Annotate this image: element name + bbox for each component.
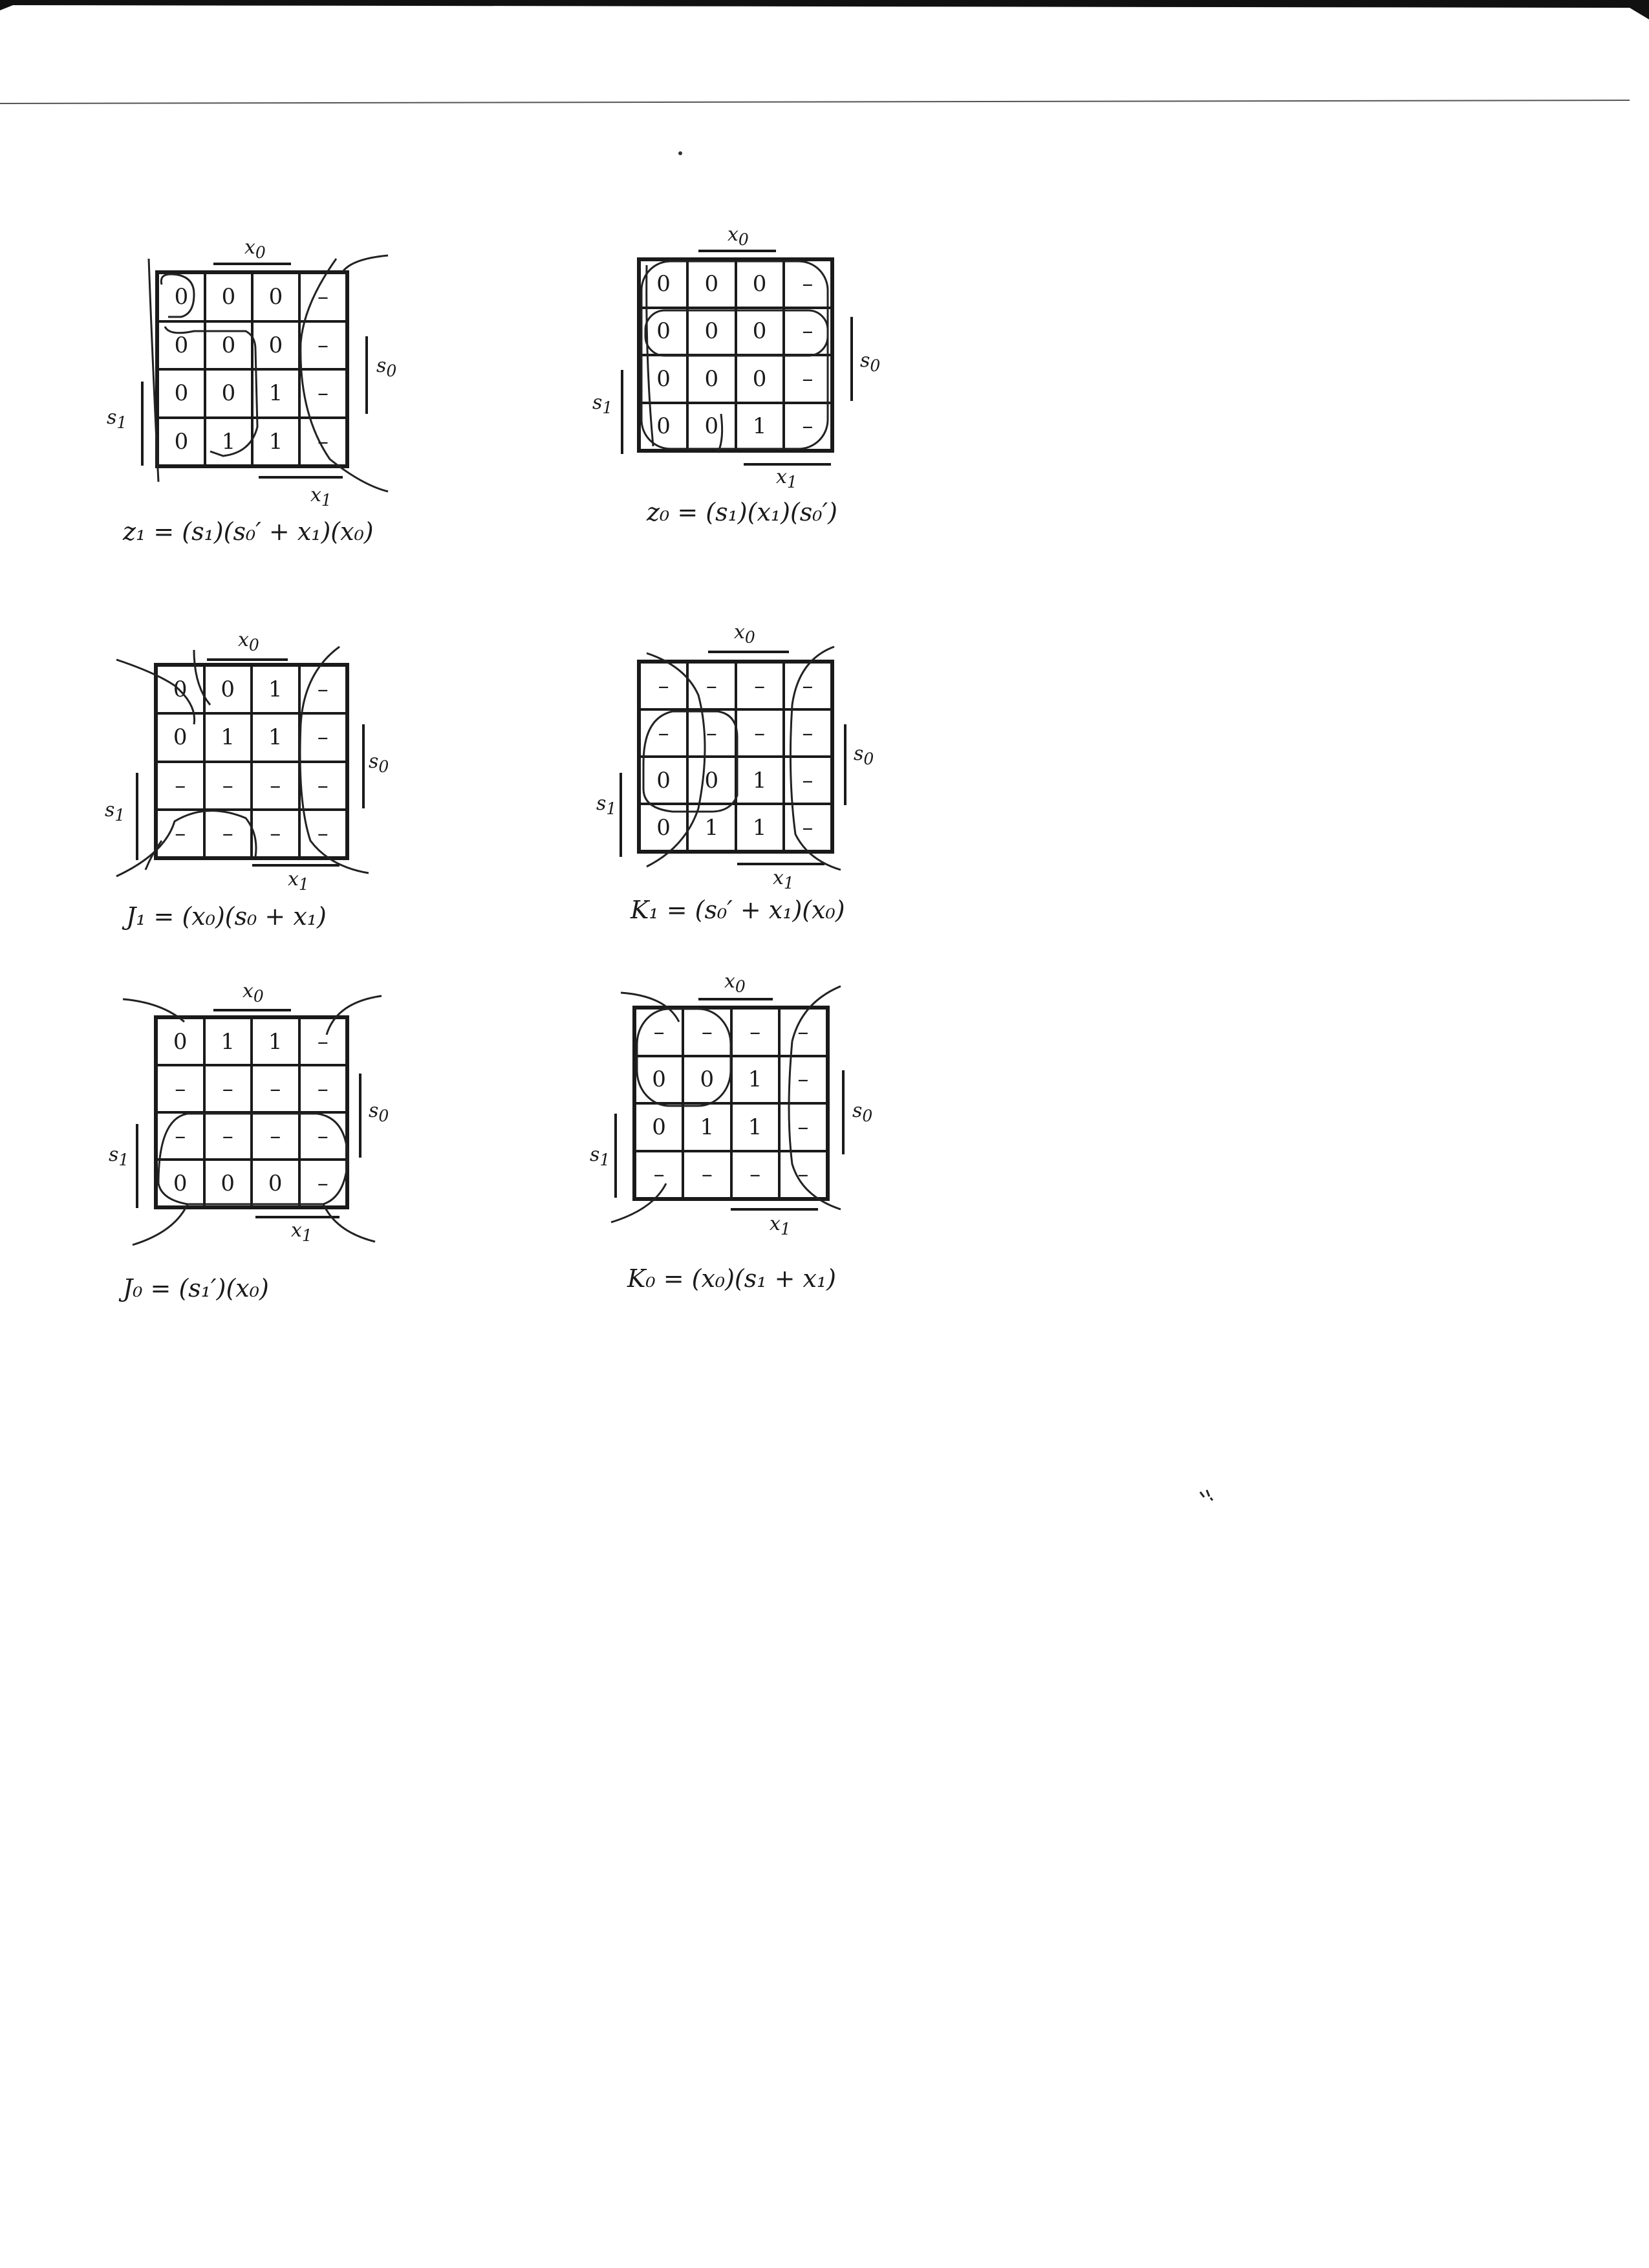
kmap-cell: –	[784, 662, 832, 709]
kmap-cell: –	[252, 1065, 299, 1112]
s0-label: $s_0$	[854, 742, 874, 768]
kmap-cell: 0	[683, 1056, 731, 1104]
kmap-cell: 1	[736, 403, 784, 451]
kmap-cell: –	[731, 1151, 779, 1199]
s0-label: $s_0$	[376, 354, 397, 380]
kmap-cell: 0	[640, 403, 687, 451]
s1-label: $s_1$	[107, 406, 127, 432]
x1-label: $x_1$	[776, 466, 797, 491]
kmap-cell: –	[779, 1103, 827, 1151]
x1-label: $x_1$	[291, 1219, 312, 1245]
stray-mark	[678, 151, 682, 155]
kmap-cell: –	[784, 804, 832, 851]
x0-bar	[213, 1009, 291, 1011]
kmap-cell: –	[784, 355, 832, 403]
s1-label: $s_1$	[590, 1143, 610, 1169]
kmap-cell: 0	[252, 273, 299, 321]
kmap-cell: 0	[252, 1160, 299, 1207]
s0-label: $s_0$	[852, 1099, 873, 1125]
kmap-cell: 0	[687, 757, 735, 804]
s1-label: $s_1$	[596, 792, 617, 818]
kmap-cell: 1	[736, 804, 784, 851]
kmap-cell: 0	[640, 804, 687, 851]
x1-bar	[259, 476, 343, 479]
kmap-cell: 1	[252, 665, 299, 713]
kmap-cell: –	[156, 1112, 204, 1160]
kmap-cell: 0	[156, 1018, 204, 1065]
kmap-cell: 0	[736, 355, 784, 403]
kmap-grid	[155, 270, 349, 468]
kmap-cell: –	[299, 418, 347, 466]
s0-bar	[844, 724, 846, 805]
kmap-cell: 0	[687, 260, 735, 308]
x0-label: $x_0$	[724, 970, 746, 996]
x0-label: $x_0$	[238, 629, 259, 654]
kmap-cell: 1	[731, 1103, 779, 1151]
kmap-cell: 1	[252, 713, 299, 761]
kmap-cell: –	[731, 1008, 779, 1056]
kmap-cell: –	[683, 1008, 731, 1056]
kmap-cell: 0	[687, 355, 735, 403]
kmap-cell: 1	[205, 418, 252, 466]
kmap-cell: –	[204, 762, 252, 810]
kmap-cell: 0	[736, 308, 784, 356]
s1-label: $s_1$	[105, 799, 125, 825]
kmap-cell: –	[299, 810, 347, 858]
kmap-cell: –	[784, 709, 832, 757]
s0-bar	[365, 336, 368, 414]
kmap-cell: 0	[156, 713, 204, 761]
x1-label: $x_1$	[288, 868, 309, 894]
kmap-cell: 0	[158, 369, 205, 418]
kmap-cell: –	[299, 1018, 347, 1065]
stray-mark	[1200, 1490, 1212, 1500]
s0-bar	[842, 1070, 845, 1154]
x0-bar	[708, 651, 789, 653]
kmap-cell: –	[784, 308, 832, 356]
kmap-cell: 0	[205, 321, 252, 370]
kmap-cell: –	[779, 1008, 827, 1056]
kmap-cell: –	[299, 1160, 347, 1207]
kmap-grid	[637, 660, 834, 854]
kmap-cell: –	[204, 1065, 252, 1112]
kmap-cell: –	[640, 709, 687, 757]
equation-K0: K₀ = (x₀)(s₁ + x₁)	[627, 1264, 836, 1293]
kmap-cell: 0	[158, 321, 205, 370]
kmap-cell: 1	[252, 1018, 299, 1065]
kmap-cell: –	[784, 260, 832, 308]
top-rule-line	[0, 100, 1630, 103]
x1-bar	[255, 1216, 339, 1218]
kmap-cell: 0	[158, 418, 205, 466]
kmap-cell: 0	[640, 308, 687, 356]
kmap-cell: –	[299, 1112, 347, 1160]
kmap-cell: –	[299, 273, 347, 321]
x0-bar	[213, 263, 291, 265]
x0-bar	[698, 250, 776, 252]
kmap-cell: 0	[640, 260, 687, 308]
kmap-cell: 0	[205, 369, 252, 418]
kmap-cell: –	[299, 762, 347, 810]
x1-label: $x_1$	[773, 867, 794, 892]
kmap-cell: –	[299, 321, 347, 370]
kmap-cell: 0	[687, 308, 735, 356]
kmap-cell: –	[204, 810, 252, 858]
kmap-cell: –	[204, 1112, 252, 1160]
kmap-grid	[637, 257, 834, 453]
s1-bar	[620, 773, 622, 857]
kmap-cell: 1	[252, 369, 299, 418]
kmap-cell: –	[299, 369, 347, 418]
kmap-cell: –	[683, 1151, 731, 1199]
s0-bar	[362, 724, 365, 808]
s1-bar	[136, 1124, 138, 1208]
s1-label: $s_1$	[592, 391, 613, 417]
kmap-cell: –	[156, 810, 204, 858]
equation-z1: z₁ = (s₁)(s₀′ + x₁)(x₀)	[123, 517, 374, 546]
s1-label: $s_1$	[109, 1143, 129, 1169]
kmap-cell: –	[784, 757, 832, 804]
kmap-cell: 0	[156, 1160, 204, 1207]
s0-label: $s_0$	[369, 750, 389, 776]
x1-bar	[252, 864, 339, 867]
kmap-cell: –	[299, 1065, 347, 1112]
kmap-grid	[154, 1015, 349, 1209]
equation-J1: J₁ = (x₀)(s₀ + x₁)	[126, 902, 327, 931]
top-black-border	[0, 0, 1649, 19]
kmap-cell: –	[687, 662, 735, 709]
kmap-cell: 1	[204, 713, 252, 761]
x1-bar	[737, 863, 824, 865]
kmap-cell: 1	[731, 1056, 779, 1104]
kmap-cell: 0	[640, 355, 687, 403]
kmap-cell: 0	[687, 403, 735, 451]
kmap-cell: –	[687, 709, 735, 757]
kmap-cell: –	[252, 762, 299, 810]
x0-bar	[698, 998, 773, 1000]
kmap-cell: 1	[736, 757, 784, 804]
kmap-cell: –	[736, 662, 784, 709]
x0-label: $x_0$	[727, 223, 749, 249]
kmap-cell: 0	[204, 1160, 252, 1207]
kmap-cell: 0	[158, 273, 205, 321]
kmap-cell: –	[156, 762, 204, 810]
kmap-cell: 0	[156, 665, 204, 713]
x0-bar	[207, 658, 288, 661]
x0-label: $x_0$	[242, 980, 264, 1006]
s1-bar	[141, 382, 144, 466]
kmap-cell: –	[640, 662, 687, 709]
kmap-cell: 1	[687, 804, 735, 851]
kmap-cell: 0	[635, 1103, 683, 1151]
x1-label: $x_1$	[770, 1213, 791, 1238]
kmap-cell: –	[779, 1151, 827, 1199]
s1-bar	[136, 773, 138, 860]
kmap-cell: 0	[252, 321, 299, 370]
s0-label: $s_0$	[369, 1099, 389, 1125]
kmap-cell: –	[252, 810, 299, 858]
kmap-cell: –	[299, 665, 347, 713]
kmap-grid	[632, 1006, 830, 1201]
s1-bar	[621, 370, 623, 454]
kmap-cell: –	[299, 713, 347, 761]
kmap-cell: 1	[204, 1018, 252, 1065]
s0-label: $s_0$	[860, 349, 881, 375]
equation-z0: z₀ = (s₁)(x₁)(s₀′)	[647, 498, 837, 526]
kmap-cell: 0	[204, 665, 252, 713]
kmap-cell: –	[784, 403, 832, 451]
x1-bar	[731, 1208, 818, 1211]
equation-K1: K₁ = (s₀′ + x₁)(x₀)	[630, 896, 845, 924]
x1-label: $x_1$	[310, 484, 332, 510]
kmap-cell: 0	[205, 273, 252, 321]
kmap-grid	[154, 663, 349, 860]
kmap-cell: –	[635, 1008, 683, 1056]
kmap-cell: –	[779, 1056, 827, 1104]
kmap-cell: –	[156, 1065, 204, 1112]
kmap-cell: 0	[640, 757, 687, 804]
kmap-cell: 0	[736, 260, 784, 308]
x0-label: $x_0$	[244, 236, 266, 262]
equation-J0: J₀ = (s₁′)(x₀)	[123, 1274, 269, 1302]
kmap-cell: 1	[683, 1103, 731, 1151]
kmap-cell: 0	[635, 1056, 683, 1104]
kmap-cell: –	[252, 1112, 299, 1160]
s1-bar	[614, 1114, 617, 1198]
kmap-cell: 1	[252, 418, 299, 466]
kmap-cell: –	[736, 709, 784, 757]
s0-bar	[850, 317, 853, 401]
kmap-cell: –	[635, 1151, 683, 1199]
x0-label: $x_0$	[734, 621, 755, 647]
s0-bar	[359, 1074, 361, 1158]
